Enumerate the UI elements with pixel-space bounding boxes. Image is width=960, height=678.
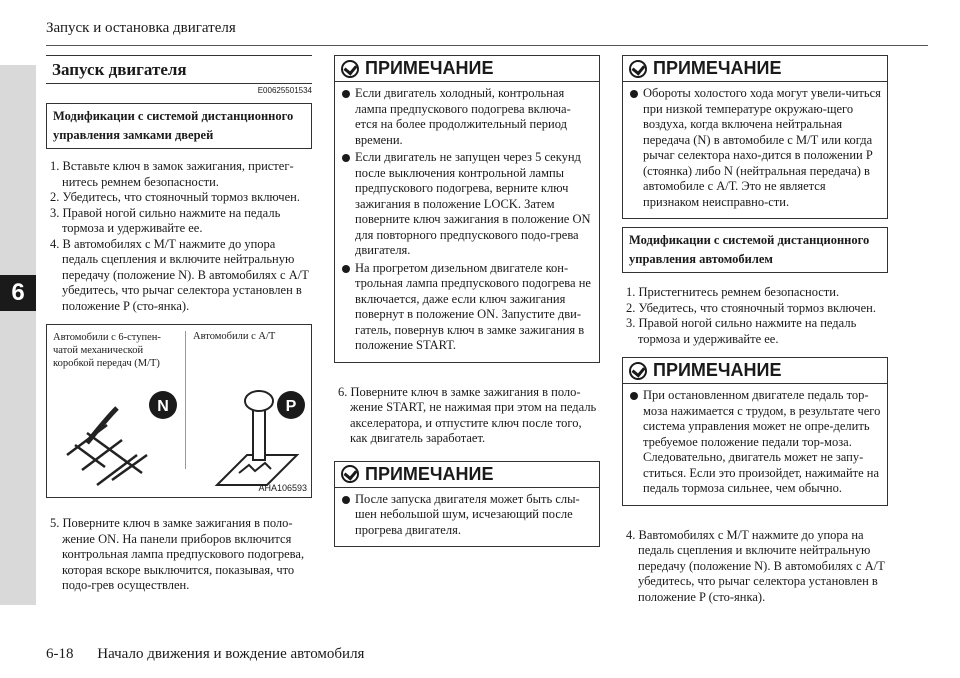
step-item: 4. В автомобилях с М/Т нажмите до упора педаль сцепления и включите нейтральную передачу (положение N). В автомобилях с А/Т убедитесь, что рычаг селектора установлен в положение P (сто-янка).	[50, 236, 309, 313]
note-item: Если двигатель не запущен через 5 секунд после выключения контрольной лампы предпускового подогрева, верните ключ зажигания в положение LOCK. Затем поверните ключ зажигания в положение ON для повторного предпускового подо-грева двигателя.	[341, 150, 593, 259]
note-title: ПРИМЕЧАНИЕ	[365, 463, 494, 484]
column-3	[622, 55, 888, 605]
note-item: При остановленном двигателе педаль тор-моза нажимается с трудом, в результате чего система управления может не опре-делить требуемое положение педали тор-моза. Следовательно, двигатель может не запу-ститься. Если это произойдет, нажимайте на педаль тормоза сильнее, чем обычно.	[629, 388, 881, 497]
column-1	[46, 55, 312, 594]
note-item: Обороты холостого хода могут увели-читься при низкой температуре окружаю-щего воздуха, когда включена нейтральная передача (N) в автомобиле с М/Т или когда рычаг селектора нахо-дится в положении P (стоянка) либо N (нейтральная передача) в автомобиле с А/Т. Это не является признаком неисправно-сти.	[629, 86, 881, 210]
page-footer	[46, 646, 364, 663]
note-item: Если двигатель холодный, контрольная лампа предпускового подогрева включа-ется на более продолжительный период времени.	[341, 86, 593, 148]
step-item: 2. Убедитесь, что стояночный тормоз включен.	[626, 300, 876, 315]
page-number: 6-18	[46, 646, 74, 662]
mt-shift-pattern	[67, 408, 147, 485]
column-2	[334, 55, 600, 547]
steps-list-cont	[46, 516, 312, 594]
note-box	[334, 55, 600, 363]
note-box	[334, 461, 600, 548]
step-item: 2. Убедитесь, что стояночный тормоз включен.	[50, 190, 300, 204]
chapter-side-tab	[0, 65, 36, 605]
steps-list-cont	[622, 528, 888, 606]
check-icon	[341, 60, 359, 78]
gear-illustration	[47, 375, 311, 495]
figure-code: AHA106593	[258, 483, 307, 493]
steps-list	[334, 385, 600, 447]
page-header-title: Запуск и остановка двигателя	[46, 20, 236, 36]
note-title: ПРИМЕЧАНИЕ	[653, 360, 782, 380]
note-item: На прогретом дизельном двигателе кон-трольная лампа предпускового подогрева не включается, даже если ключ зажигания повернут в положение ON. Запустите дви-гатель, повернув ключ в замке зажигания в положение START.	[341, 261, 593, 354]
note-title: ПРИМЕЧАНИЕ	[365, 58, 494, 78]
chapter-title: Начало движения и вождение автомобиля	[97, 646, 365, 662]
note-item: После запуска двигателя может быть слы-шен небольшой шум, исчезающий после прогрева двигателя.	[341, 492, 593, 539]
figure-caption-mt: Автомобили с 6-ступен-чатой механической коробкой передач (M/T)	[53, 332, 161, 369]
steps-list	[622, 285, 888, 347]
step-item: 1. Вставьте ключ в замок зажигания, пристег- нитесь ремнем безопасности.	[50, 159, 294, 189]
note-box	[622, 55, 888, 219]
step-item: 3. Правой ногой сильно нажмите на педаль тормоза и удерживайте ее.	[626, 316, 857, 346]
step-item: 1. Пристегнитесь ремнем безопасности.	[626, 285, 840, 299]
check-icon	[341, 465, 359, 483]
badge-p-text: P	[285, 398, 297, 415]
steps-list	[46, 159, 312, 314]
header-divider	[46, 45, 928, 46]
badge-n-text: N	[157, 398, 169, 415]
note-title: ПРИМЕЧАНИЕ	[653, 58, 782, 78]
figure-caption-at: Автомобили с A/T	[193, 331, 276, 342]
subhead-remote-lock: Модификации с системой дистанционного управления замками дверей	[46, 103, 312, 149]
section-code: E00625501534	[257, 86, 312, 95]
chapter-number: 6	[0, 275, 36, 311]
check-icon	[629, 362, 647, 380]
check-icon	[629, 60, 647, 78]
gear-figure	[46, 324, 312, 498]
step-item: 4. Вавтомобилях с М/Т нажмите до упора на педаль сцепления и включите нейтральную передачу (положение N). В автомобилях с А/Т убедитесь, что рычаг селектора установлен в положение P (сто-янка).	[626, 527, 885, 604]
section-title: Запуск двигателя	[46, 55, 312, 84]
step-item: 6. Поверните ключ в замке зажигания в поло- жение START, не нажимая при этом на педаль акселератора, и отпустите ключ после того, как двигатель заработает.	[338, 384, 597, 445]
subhead-remote-start: Модификации с системой дистанционного управления автомобилем	[622, 227, 888, 273]
step-item: 3. Правой ногой сильно нажмите на педаль тормоза и удерживайте ее.	[50, 205, 281, 235]
step-item: 5. Поверните ключ в замке зажигания в поло- жение ON. На панели приборов включится контрольная лампа предпускового подогрева, которая вскоре выключится, показывая, что подо-грев осуществлен.	[50, 516, 305, 592]
note-box	[622, 357, 888, 506]
